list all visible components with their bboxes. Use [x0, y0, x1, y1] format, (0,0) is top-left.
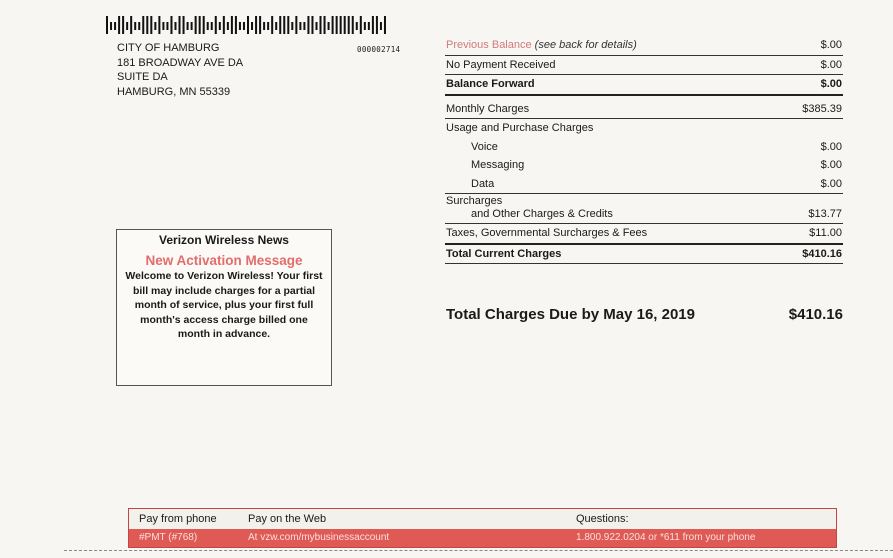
- taxes-row: [445, 224, 843, 245]
- barcode-bar: [110, 22, 112, 30]
- news-body: Welcome to Verizon Wireless! Your first bill may include charges for a partial month of service, plus your first full month's access charge billed one month in advance.: [125, 270, 323, 340]
- barcode-bar: [150, 16, 152, 34]
- pay-phone-value: #PMT (#768): [139, 532, 198, 543]
- previous-balance-note: (see back for details): [534, 39, 637, 51]
- monthly-charges-label: Monthly Charges: [446, 102, 530, 115]
- barcode-bar: [247, 16, 249, 34]
- barcode-bar: [170, 16, 172, 34]
- barcode-bar: [328, 22, 330, 30]
- messaging-label: Messaging: [471, 159, 525, 171]
- barcode-bar: [336, 16, 338, 34]
- total-current-amount: $410.16: [802, 247, 842, 260]
- questions-label: Questions:: [576, 513, 629, 525]
- total-current-row: [445, 245, 843, 265]
- barcode-bar: [154, 22, 156, 30]
- barcode-bar: [251, 22, 253, 30]
- barcode-bar: [162, 22, 164, 30]
- tear-off-line: [64, 550, 893, 551]
- usage-header-row: [445, 119, 843, 138]
- taxes-amount: $11.00: [809, 227, 842, 239]
- barcode-bar: [130, 16, 132, 34]
- barcode-bar: [106, 16, 108, 34]
- voice-label: Voice: [471, 140, 498, 153]
- address-line-4: HAMBURG, MN 55339: [117, 85, 231, 98]
- barcode-bar: [360, 16, 362, 34]
- barcode-bar: [215, 16, 217, 34]
- barcode-bar: [291, 22, 293, 30]
- barcode-bar: [243, 22, 245, 30]
- barcode-bar: [275, 22, 277, 30]
- messaging-row: [445, 156, 843, 175]
- monthly-charges-amount: $385.39: [802, 102, 842, 115]
- taxes-label: Taxes, Governmental Surcharges & Fees: [446, 227, 648, 239]
- news-title: Verizon Wireless News: [159, 233, 289, 247]
- surcharges-sublabel: and Other Charges & Credits: [471, 208, 613, 220]
- news-subtitle: New Activation Message: [145, 253, 303, 268]
- barcode-bar: [231, 16, 233, 34]
- barcode-bar: [348, 16, 350, 34]
- barcode-bar: [134, 22, 136, 30]
- barcode-bar: [311, 16, 313, 34]
- monthly-charges-row: [445, 100, 843, 120]
- pay-web-label: Pay on the Web: [248, 513, 327, 525]
- data-row: [445, 175, 843, 195]
- barcode-bar: [332, 16, 334, 34]
- payment-header: [129, 509, 836, 529]
- barcode-bar: [199, 16, 201, 34]
- pay-phone-label: Pay from phone: [139, 513, 217, 525]
- barcode-bar: [142, 16, 144, 34]
- no-payment-label: No Payment Received: [446, 58, 556, 71]
- address-line-2: 181 BROADWAY AVE DA: [117, 56, 244, 69]
- barcode-bar: [356, 22, 358, 30]
- barcode-bar: [307, 16, 309, 34]
- balance-forward-amount: $.00: [820, 78, 842, 90]
- barcode-bar: [315, 22, 317, 30]
- payment-options-bar: [128, 508, 837, 548]
- barcode-bar: [158, 16, 160, 34]
- barcode-bar: [368, 22, 370, 30]
- news-box: [116, 229, 332, 386]
- account-code: 000002714: [357, 45, 401, 54]
- barcode-bar: [179, 16, 181, 34]
- postal-barcode: [106, 16, 388, 34]
- barcode-bar: [372, 16, 374, 34]
- balance-forward-row: [445, 75, 843, 96]
- barcode-bar: [283, 16, 285, 34]
- barcode-bar: [122, 16, 124, 34]
- barcode-bar: [146, 16, 148, 34]
- barcode-bar: [324, 16, 326, 34]
- barcode-bar: [255, 16, 257, 34]
- barcode-bar: [344, 16, 346, 34]
- barcode-bar: [191, 22, 193, 30]
- barcode-bar: [223, 16, 225, 34]
- barcode-bar: [295, 16, 297, 34]
- data-label: Data: [471, 177, 495, 190]
- barcode-bar: [271, 16, 273, 34]
- usage-header-label: Usage and Purchase Charges: [446, 122, 594, 134]
- barcode-bar: [340, 16, 342, 34]
- surcharges-amount: $13.77: [808, 208, 842, 220]
- voice-row: [445, 138, 843, 157]
- pay-web-link[interactable]: At vzw.com/mybusinessaccount: [248, 532, 390, 543]
- barcode-bar: [384, 16, 386, 34]
- total-due-label: Total Charges Due by May 16, 2019: [446, 306, 695, 323]
- barcode-bar: [187, 22, 189, 30]
- barcode-bar: [352, 16, 354, 34]
- data-amount: $.00: [820, 177, 842, 190]
- voice-amount: $.00: [820, 140, 842, 153]
- barcode-bar: [263, 22, 265, 30]
- no-payment-amount: $.00: [820, 58, 842, 71]
- surcharges-label: Surcharges: [446, 195, 503, 207]
- barcode-bar: [287, 16, 289, 34]
- barcode-bar: [219, 22, 221, 30]
- barcode-bar: [303, 22, 305, 30]
- barcode-bar: [376, 16, 378, 34]
- barcode-bar: [203, 16, 205, 34]
- previous-balance-row: [445, 36, 843, 56]
- barcode-bar: [207, 22, 209, 30]
- barcode-bar: [174, 22, 176, 30]
- barcode-bar: [183, 16, 185, 34]
- no-payment-row: [445, 56, 843, 76]
- barcode-bar: [380, 22, 382, 30]
- total-due-row: [445, 306, 843, 326]
- barcode-bar: [267, 22, 269, 30]
- questions-phone: 1.800.922.0204 or *611 from your phone: [576, 532, 756, 543]
- total-current-label: Total Current Charges: [446, 247, 562, 260]
- barcode-bar: [126, 22, 128, 30]
- barcode-bar: [227, 22, 229, 30]
- surcharges-row: [445, 194, 843, 224]
- payment-values: [129, 529, 836, 547]
- address-line-1: CITY OF HAMBURG: [117, 42, 220, 54]
- mailing-address: [117, 41, 243, 99]
- barcode-bar: [364, 22, 366, 30]
- barcode-bar: [259, 16, 261, 34]
- barcode-bar: [320, 16, 322, 34]
- barcode-bar: [211, 22, 213, 30]
- balance-forward-label: Balance Forward: [446, 78, 535, 90]
- barcode-bar: [166, 22, 168, 30]
- previous-balance-amount: $.00: [820, 39, 842, 51]
- barcode-bar: [118, 16, 120, 34]
- barcode-bar: [235, 16, 237, 34]
- bill-summary: [445, 36, 843, 264]
- previous-balance-label: Previous Balance: [446, 39, 532, 51]
- barcode-bar: [239, 22, 241, 30]
- barcode-bar: [114, 22, 116, 30]
- address-line-3: SUITE DA: [117, 71, 168, 83]
- barcode-bar: [299, 22, 301, 30]
- barcode-bar: [279, 16, 281, 34]
- barcode-bar: [138, 22, 140, 30]
- messaging-amount: $.00: [820, 159, 842, 171]
- total-due-amount: $410.16: [788, 306, 843, 323]
- barcode-bar: [195, 16, 197, 34]
